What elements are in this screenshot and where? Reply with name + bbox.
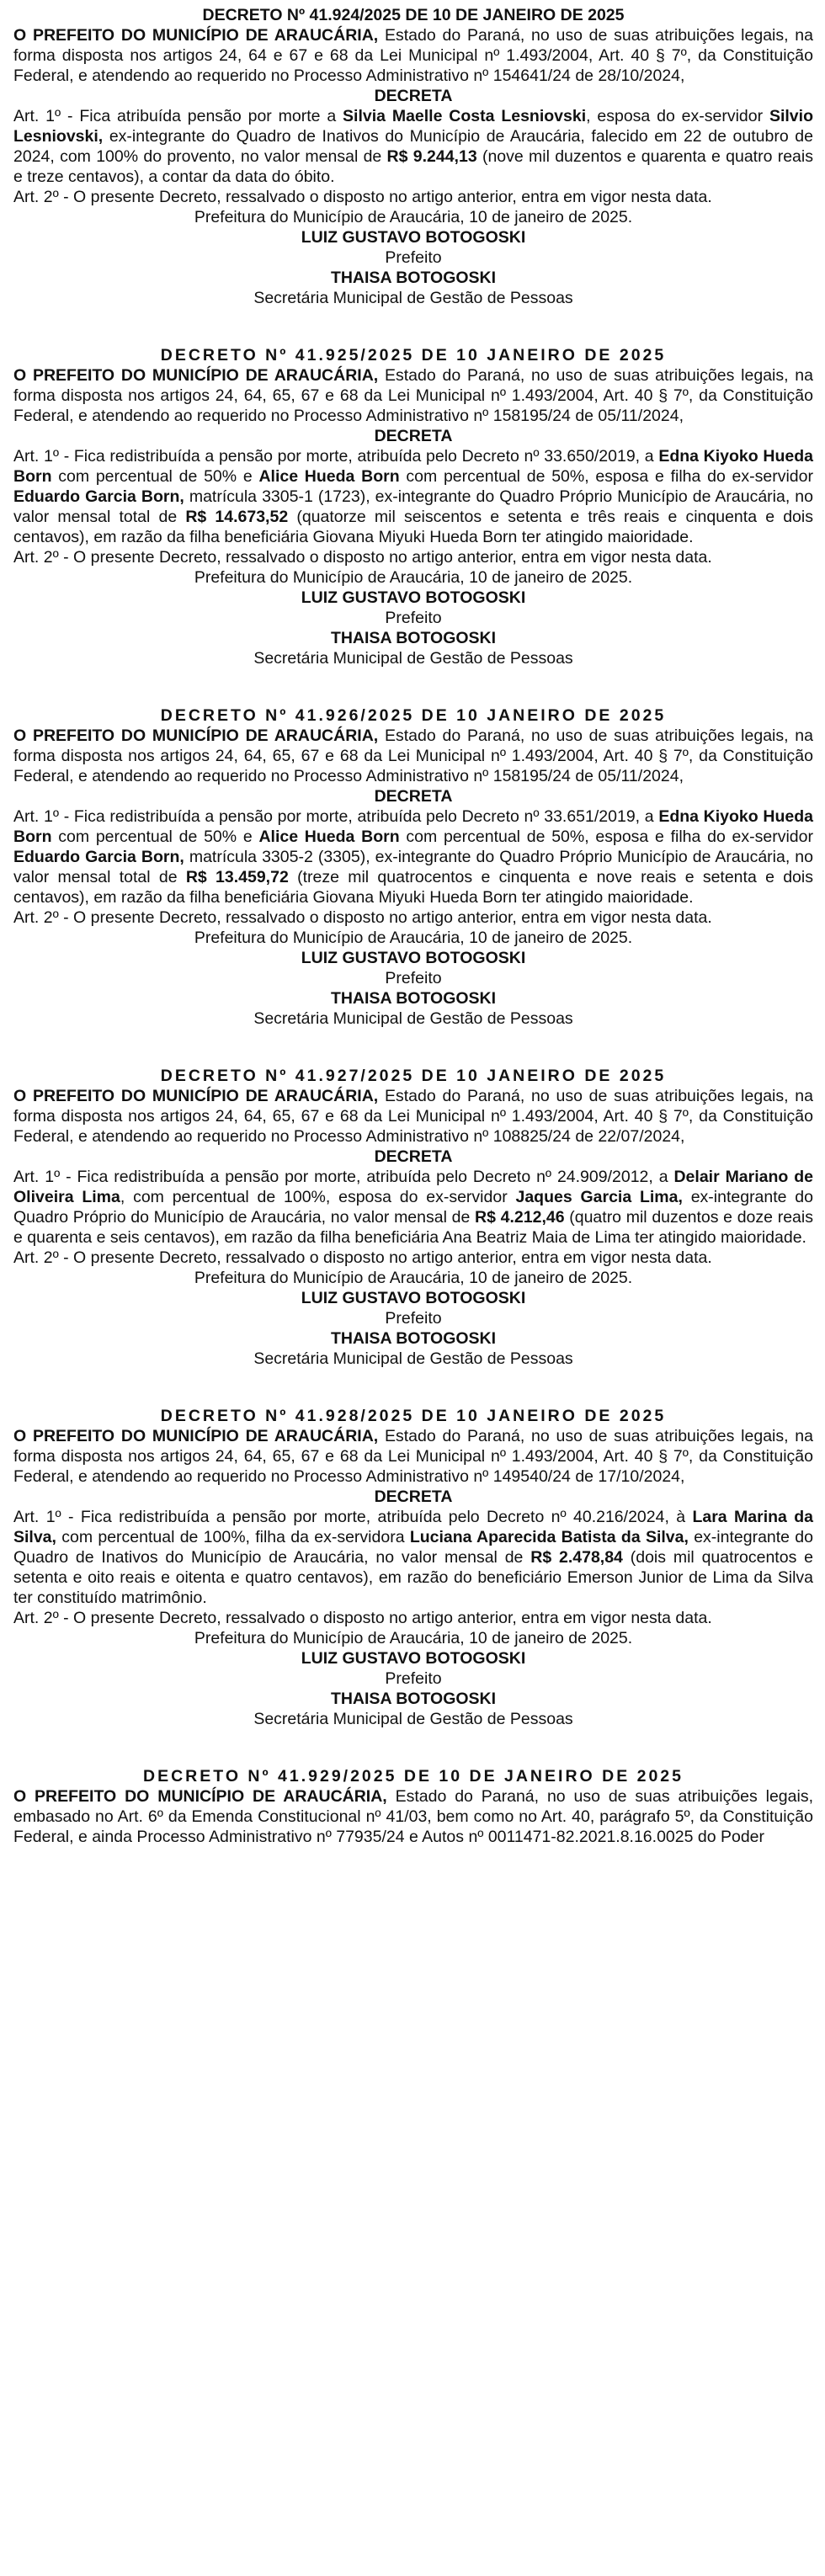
decree-title: DECRETO Nº 41.929/2025 DE 10 DE JANEIRO DE 2025: [143, 1767, 684, 1786]
signer-mayor-role: Prefeito: [385, 609, 442, 627]
preamble-text: Estado do Paraná, no uso de suas atribuições legais, na forma disposta nos artigos 24, 64, 65, 67 e 68 da Lei Municipal nº 1.493/2004, Art. 40 § 7º, da Constituição Federal, e atendendo ao requerido no Processo Administrativo nº 158195/24 de 05/11/2024,: [13, 366, 814, 425]
preamble: [13, 1086, 813, 1147]
signer-mayor: LUIZ GUSTAVO BOTOGOSKI: [301, 1289, 526, 1307]
signer-mayor-role: Prefeito: [385, 969, 442, 987]
section-spacer: [13, 308, 813, 345]
preamble-mayor: O PREFEITO DO MUNICÍPIO DE ARAUCÁRIA,: [13, 26, 379, 45]
article-1-seg: com percentual de 50%, esposa e filha do ex-servidor: [399, 467, 813, 486]
preamble-text: Estado do Paraná, no uso de suas atribuições legais, na forma disposta nos artigos 24, 64 e 67 e 68 da Lei Municipal nº 1.493/2004, Art. 40 § 7º, da Constituição Federal, e atendendo ao requerido no Processo Administrativo nº 154641/24 de 28/10/2024,: [13, 26, 814, 85]
decreta-heading: DECRETA: [374, 787, 453, 806]
place-date: Prefeitura do Município de Araucária, 10 de janeiro de 2025.: [194, 1629, 633, 1647]
decreta-heading: DECRETA: [374, 87, 453, 105]
preamble-mayor: O PREFEITO DO MUNICÍPIO DE ARAUCÁRIA,: [13, 1087, 379, 1105]
article-1-seg-bold: Delair Mariano de Oliveira Lima: [13, 1168, 813, 1206]
decree-title: DECRETO Nº 41.924/2025 DE 10 DE JANEIRO DE 2025: [202, 6, 625, 24]
article-1-seg: com percentual de 100%, filha da ex-servidora: [56, 1528, 410, 1546]
article-1-seg: , com percentual de 100%, esposa do ex-servidor: [120, 1188, 516, 1206]
preamble: [13, 25, 813, 86]
preamble-text: Estado do Paraná, no uso de suas atribuições legais, embasado no Art. 6º da Emenda Constitucional nº 41/03, bem como no Art. 40, parágrafo 5º, da Constituição Federal, e ainda Processo Administrativo nº 77935/24 e Autos nº 0011471-82.2021.8.16.0025 do Poder: [13, 1787, 814, 1846]
article-1-seg-bold: R$ 4.212,46: [475, 1208, 565, 1227]
article-1-seg: , esposa do ex-servidor: [586, 107, 769, 125]
article-1-seg-bold: R$ 9.244,13: [386, 147, 477, 166]
signer-secretary-role: Secretária Municipal de Gestão de Pessoas: [253, 1710, 573, 1728]
place-date: Prefeitura do Município de Araucária, 10 de janeiro de 2025.: [194, 1269, 633, 1287]
place-date: Prefeitura do Município de Araucária, 10 de janeiro de 2025.: [194, 929, 633, 947]
signer-secretary: THAISA BOTOGOSKI: [330, 269, 497, 287]
article-1-seg: (quatro mil duzentos e doze reais e quarenta e seis centavos), em razão da filha beneficiária Ana Beatriz Maia de Lima ter atingido maioridade.: [13, 1208, 813, 1247]
signer-secretary: THAISA BOTOGOSKI: [330, 989, 497, 1008]
signer-mayor-role: Prefeito: [385, 1309, 442, 1328]
article-1-seg-bold: Jaques Garcia Lima,: [515, 1188, 683, 1206]
article-1-seg: (nove mil duzentos e quarenta e quatro reais e treze centavos), a contar da data do óbito.: [13, 147, 813, 186]
signer-secretary: THAISA BOTOGOSKI: [330, 1690, 497, 1708]
signer-mayor-role: Prefeito: [385, 248, 442, 267]
article-1-seg: com percentual de 50%, esposa e filha do ex-servidor: [399, 828, 813, 846]
signer-secretary-role: Secretária Municipal de Gestão de Pessoas: [253, 649, 573, 668]
signer-mayor: LUIZ GUSTAVO BOTOGOSKI: [301, 228, 526, 247]
section-spacer: [13, 1029, 813, 1066]
article-1-seg-bold: R$ 13.459,72: [185, 868, 289, 886]
article-1-seg-bold: Silvia Maelle Costa Lesniovski: [343, 107, 587, 125]
article-1-seg: (dois mil quatrocentos e setenta e oito reais e oitenta e quatro centavos), em razão do beneficiário Emerson Junior de Lima da Silva ter constituído matrimônio.: [13, 1548, 813, 1607]
article-2: Art. 2º - O presente Decreto, ressalvado o disposto no artigo anterior, entra em vigor nesta data.: [13, 908, 712, 927]
preamble: [13, 726, 813, 786]
preamble: [13, 1426, 813, 1487]
article-1-seg: Art. 1º - Fica redistribuída a pensão por morte, atribuída pelo Decreto nº 33.651/2019, a: [13, 807, 659, 826]
signer-mayor: LUIZ GUSTAVO BOTOGOSKI: [301, 588, 526, 607]
article-1-seg: Art. 1º - Fica redistribuída a pensão por morte, atribuída pelo Decreto nº 33.650/2019, a: [13, 447, 659, 466]
article-1-seg: Art. 1º - Fica atribuída pensão por morte a: [13, 107, 343, 125]
article-1-seg: ex-integrante do Quadro de Inativos do Município de Araucária, no valor mensal de: [13, 1528, 813, 1567]
article-1-seg: com percentual de 50% e: [51, 467, 259, 486]
article-1-seg-bold: Alice Hueda Born: [258, 467, 400, 486]
signer-mayor: LUIZ GUSTAVO BOTOGOSKI: [301, 949, 526, 967]
signer-secretary-role: Secretária Municipal de Gestão de Pessoas: [253, 1349, 573, 1368]
signer-secretary: THAISA BOTOGOSKI: [330, 1329, 497, 1348]
place-date: Prefeitura do Município de Araucária, 10 de janeiro de 2025.: [194, 208, 633, 226]
signer-secretary-role: Secretária Municipal de Gestão de Pessoas: [253, 289, 573, 307]
preamble-mayor: O PREFEITO DO MUNICÍPIO DE ARAUCÁRIA,: [13, 1787, 387, 1806]
preamble-mayor: O PREFEITO DO MUNICÍPIO DE ARAUCÁRIA,: [13, 1427, 379, 1445]
decreta-heading: DECRETA: [374, 1488, 453, 1506]
article-1-seg-bold: Silvio Lesniovski,: [13, 107, 813, 146]
decreta-heading: DECRETA: [374, 427, 453, 445]
signer-mayor-role: Prefeito: [385, 1669, 442, 1688]
article-1-seg-bold: Eduardo Garcia Born,: [13, 848, 184, 866]
section-spacer: [13, 668, 813, 705]
article-1: [13, 1167, 813, 1248]
signer-secretary: THAISA BOTOGOSKI: [330, 629, 497, 647]
decree-41925: [13, 345, 813, 668]
decree-title: DECRETO Nº 41.927/2025 DE 10 JANEIRO DE 2025: [160, 1067, 667, 1085]
article-1-seg-bold: Edna Kiyoko Hueda Born: [13, 807, 813, 846]
article-1-seg: Art. 1º - Fica redistribuída a pensão por morte, atribuída pelo Decreto nº 40.216/2024, à: [13, 1508, 693, 1526]
article-1-seg: Art. 1º - Fica redistribuída a pensão por morte, atribuída pelo Decreto nº 24.909/2012, a: [13, 1168, 674, 1186]
article-1-seg-bold: Alice Hueda Born: [258, 828, 400, 846]
decree-41924: [13, 5, 813, 308]
article-1: [13, 806, 813, 907]
preamble-mayor: O PREFEITO DO MUNICÍPIO DE ARAUCÁRIA,: [13, 726, 379, 745]
article-1-seg: ex-integrante do Quadro de Inativos do Município de Araucária, falecido em 22 de outubro de 2024, com 100% do provento, no valor mensal de: [13, 127, 813, 166]
article-1-seg-bold: Luciana Aparecida Batista da Silva,: [409, 1528, 689, 1546]
preamble-text: Estado do Paraná, no uso de suas atribuições legais, na forma disposta nos artigos 24, 64, 65, 67 e 68 da Lei Municipal nº 1.493/2004, Art. 40 § 7º, da Constituição Federal, e atendendo ao requerido no Processo Administrativo nº 149540/24 de 17/10/2024,: [13, 1427, 814, 1486]
article-1-seg-bold: Eduardo Garcia Born,: [13, 487, 184, 506]
decree-41929: [13, 1766, 813, 1847]
article-1-seg-bold: R$ 14.673,52: [185, 508, 289, 526]
preamble: [13, 1786, 813, 1847]
signer-mayor: LUIZ GUSTAVO BOTOGOSKI: [301, 1649, 526, 1668]
article-1-seg: (quatorze mil seiscentos e setenta e três reais e cinquenta e dois centavos), em razão da filha beneficiária Giovana Miyuki Hueda Born ter atingido maioridade.: [13, 508, 813, 546]
article-2: Art. 2º - O presente Decreto, ressalvado o disposto no artigo anterior, entra em vigor nesta data.: [13, 1609, 712, 1627]
article-1-seg: matrícula 3305-2 (3305), ex-integrante do Quadro Próprio Município de Araucária, no valor mensal total de: [13, 848, 813, 886]
decree-title: DECRETO Nº 41.926/2025 DE 10 JANEIRO DE 2025: [160, 706, 667, 725]
article-1-seg: ex-integrante do Quadro Próprio do Município de Araucária, no valor mensal de: [13, 1188, 813, 1227]
article-2: Art. 2º - O presente Decreto, ressalvado o disposto no artigo anterior, entra em vigor nesta data.: [13, 1248, 712, 1267]
section-spacer: [13, 1729, 813, 1766]
article-2: Art. 2º - O presente Decreto, ressalvado o disposto no artigo anterior, entra em vigor nesta data.: [13, 548, 712, 567]
decree-title: DECRETO Nº 41.925/2025 DE 10 JANEIRO DE 2025: [160, 346, 667, 365]
article-1-seg: matrícula 3305-1 (1723), ex-integrante do Quadro Próprio Município de Araucária, no valor mensal total de: [13, 487, 813, 526]
decreta-heading: DECRETA: [374, 1147, 453, 1166]
decree-41926: [13, 705, 813, 1029]
article-1: [13, 106, 813, 187]
article-1: [13, 446, 813, 547]
preamble: [13, 365, 813, 426]
decree-41927: [13, 1066, 813, 1369]
place-date: Prefeitura do Município de Araucária, 10 de janeiro de 2025.: [194, 568, 633, 587]
article-1-seg-bold: Lara Marina da Silva,: [13, 1508, 813, 1546]
preamble-mayor: O PREFEITO DO MUNICÍPIO DE ARAUCÁRIA,: [13, 366, 379, 385]
article-1-seg-bold: R$ 2.478,84: [530, 1548, 623, 1567]
decree-41928: [13, 1406, 813, 1729]
article-1-seg: com percentual de 50% e: [51, 828, 259, 846]
preamble-text: Estado do Paraná, no uso de suas atribuições legais, na forma disposta nos artigos 24, 64, 65, 67 e 68 da Lei Municipal nº 1.493/2004, Art. 40 § 7º, da Constituição Federal, e atendendo ao requerido no Processo Administrativo nº 158195/24 de 05/11/2024,: [13, 726, 814, 785]
decree-title: DECRETO Nº 41.928/2025 DE 10 JANEIRO DE 2025: [160, 1407, 667, 1425]
article-2: Art. 2º - O presente Decreto, ressalvado o disposto no artigo anterior, entra em vigor nesta data.: [13, 188, 712, 206]
article-1: [13, 1507, 813, 1608]
article-1-seg-bold: Edna Kiyoko Hueda Born: [13, 447, 813, 486]
signer-secretary-role: Secretária Municipal de Gestão de Pessoas: [253, 1009, 573, 1028]
section-spacer: [13, 1369, 813, 1406]
article-1-seg: (treze mil quatrocentos e cinquenta e nove reais e setenta e dois centavos), em razão da filha beneficiária Giovana Miyuki Hueda Born ter atingido maioridade.: [13, 868, 813, 907]
preamble-text: Estado do Paraná, no uso de suas atribuições legais, na forma disposta nos artigos 24, 64, 65, 67 e 68 da Lei Municipal nº 1.493/2004, Art. 40 § 7º, da Constituição Federal, e atendendo ao requerido no Processo Administrativo nº 108825/24 de 22/07/2024,: [13, 1087, 814, 1146]
